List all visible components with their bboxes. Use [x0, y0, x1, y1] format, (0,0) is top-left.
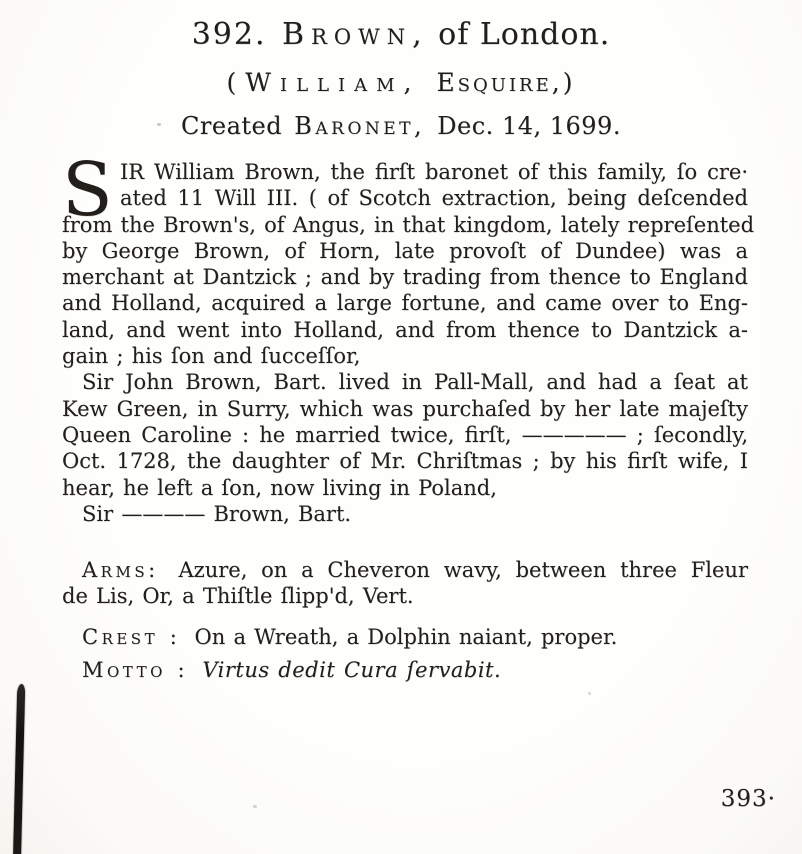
entry-place: of London. [438, 17, 611, 52]
text-line: Sir John Brown, Bart. lived in Pall-Mall, and had a ſeat at [82, 370, 748, 395]
text-line: de Lis, Or, a Thiſtle ſlipp'd, Vert. [62, 584, 414, 609]
text-line: by George Brown, of Horn, late provoſt of Dundee) was a [62, 238, 748, 263]
text-line: land, and went into Holland, and from thence to Dantzick a- [62, 317, 748, 342]
text-line: hear, he left a ſon, now living in Poland, [62, 475, 497, 500]
entry-title-suffix: Esquire,) [436, 68, 576, 97]
text-line: ated 11 Will III. ( of Scotch extraction, being deſcended [120, 186, 748, 211]
entry-title-line [0, 16, 802, 54]
text-line [62, 657, 748, 683]
text-line: Sir ———— Brown, Bart. [82, 501, 352, 526]
motto-text: Virtus dedit Cura ſervabit. [202, 658, 502, 683]
text-line: Kew Green, in Surry, which was purchaſed by her late majeſty [62, 396, 748, 421]
created-date: Dec. 14, 1699. [437, 112, 621, 140]
scan-speck-artifact [157, 123, 161, 126]
entry-surname: Brown, [282, 17, 429, 52]
text-line [62, 557, 748, 583]
text-line: merchant at Dantzick ; and by trading from thence to England [62, 265, 748, 290]
scan-speck-artifact [253, 805, 257, 808]
created-prefix: Created [181, 112, 283, 140]
text-line: IR William Brown, the firſt baronet of this family, ſo cre· [120, 160, 748, 184]
motto-label: Motto : [82, 658, 189, 683]
arms-text: Azure, on a Cheveron wavy, between three Fleur [178, 558, 748, 583]
paragraph-first-baronet [62, 147, 755, 369]
entry-created-line [0, 111, 802, 141]
motto-entry [62, 657, 748, 683]
crest-label: Crest : [82, 624, 181, 649]
entry-heading [0, 0, 802, 141]
crest-entry [62, 624, 748, 650]
entry-body [62, 147, 755, 683]
entry-forename: (William, [226, 68, 421, 97]
text-line: and Holland, acquired a large fortune, and came over to Eng- [62, 291, 748, 316]
entry-forename-line [0, 68, 802, 98]
arms-label: Arms: [82, 558, 159, 583]
dropcap-letter: S [62, 147, 113, 233]
paragraph-sir-john-brown [62, 369, 748, 527]
entry-number: 392. [191, 17, 267, 52]
created-rank: Baronet, [294, 112, 426, 140]
text-line: gain ; his ſon and ſucceſſor, [62, 344, 361, 369]
arms-entry [62, 557, 748, 610]
text-line: Oct. 1728, the daughter of Mr. Chriſtmas ; by his firſt wife, I [62, 449, 748, 474]
page-number: 393· [720, 786, 776, 812]
scan-ink-streak-artifact [13, 684, 25, 854]
text-line: Queen Caroline : he married twice, firſt, ————— ; ſecondly, [62, 422, 748, 447]
text-line [62, 624, 748, 650]
crest-text: On a Wreath, a Dolphin naiant, proper. [194, 624, 618, 649]
text-line: from the Brown's, of Angus, in that kingdom, lately repreſented [62, 212, 755, 237]
scan-speck-artifact [588, 692, 591, 695]
